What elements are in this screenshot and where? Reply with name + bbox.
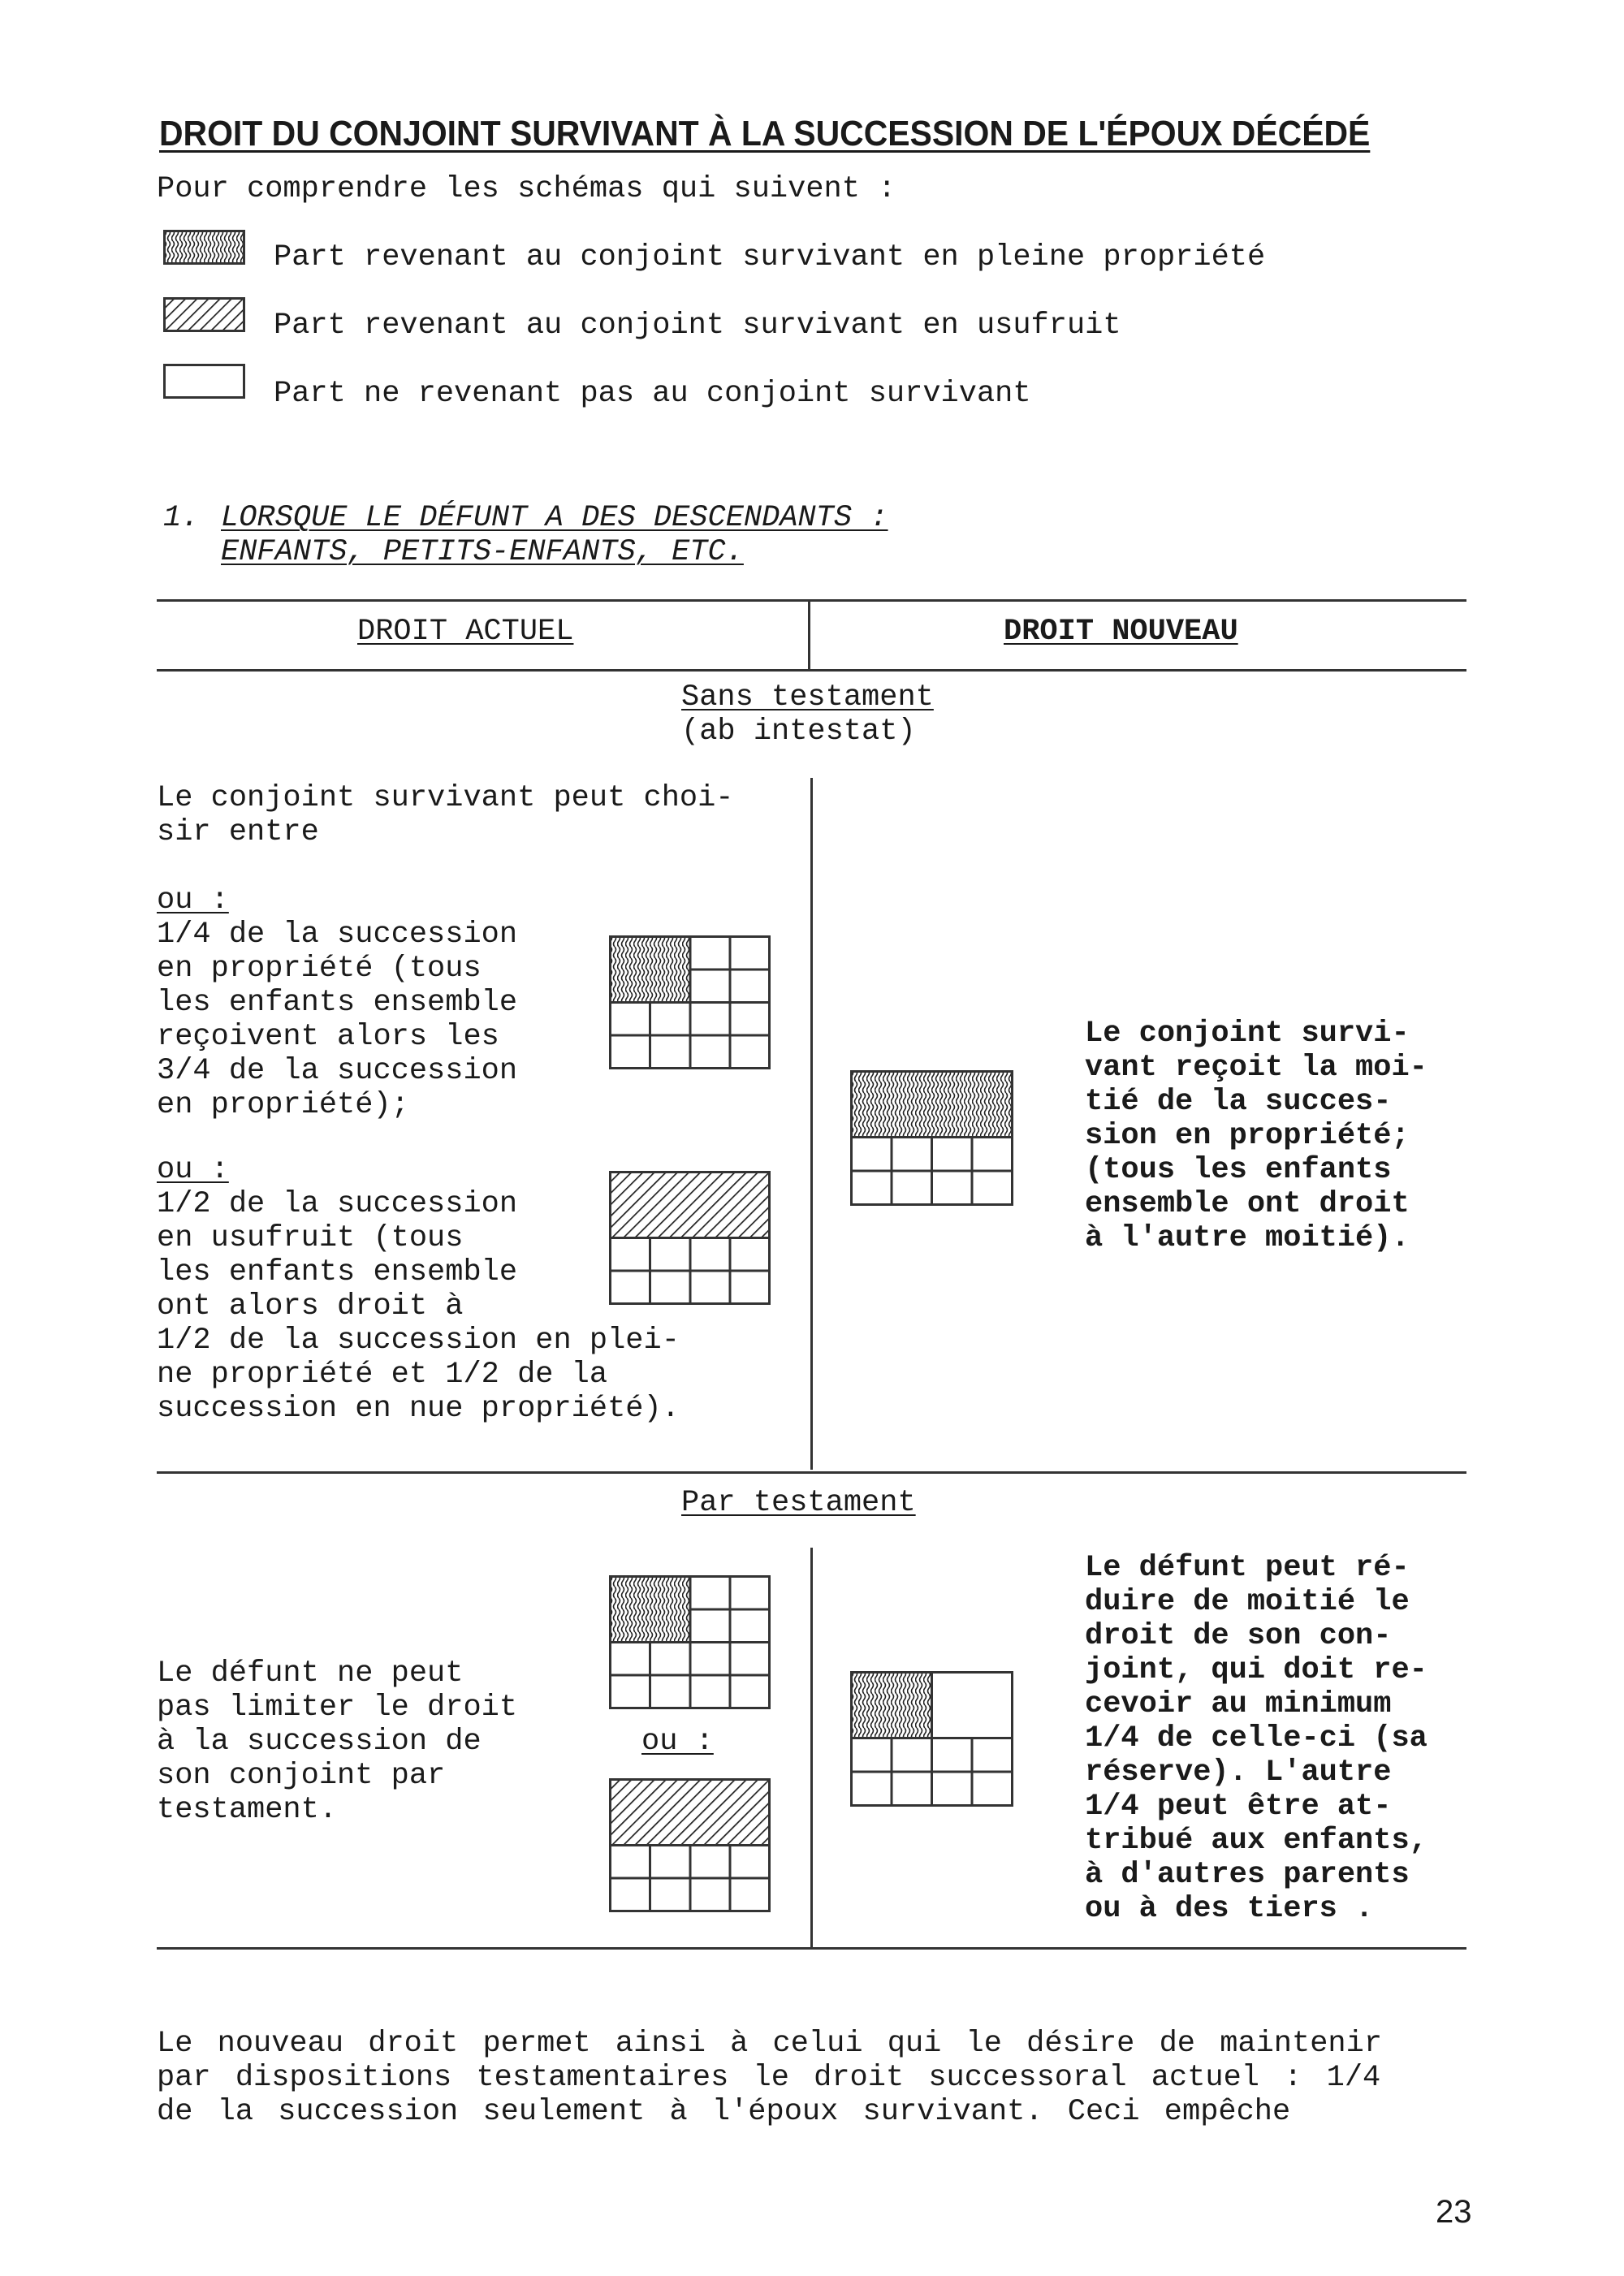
section-number: 1. [163, 501, 200, 535]
legend-hatched-swatch [163, 297, 248, 335]
row1-divider [810, 778, 813, 1470]
row2-left-ou: ou : [641, 1725, 714, 1759]
diagram-will-quarter-reserve-new [850, 1671, 1016, 1809]
row1-left-ou-second: ou : [157, 1153, 229, 1187]
diagram-will-quarter-ownership [609, 1575, 771, 1712]
row1-left-option-half-usufruct: 1/2 de la succession en usufruit (tous les enfants ensemble ont alors droit à [157, 1187, 518, 1324]
table-bottom-rule [157, 1947, 1466, 1950]
row2-divider [810, 1548, 813, 1947]
legend-label-full-ownership: Part revenant au conjoint survivant en pleine propriété [274, 240, 1266, 274]
page-title: DROIT DU CONJOINT SURVIVANT À LA SUCCESSION DE L'ÉPOUX DÉCÉDÉ [159, 114, 1371, 153]
row-subheading-ab-intestat: (ab intestat) [681, 715, 916, 749]
section-heading-line2: ENFANTS, PETITS-ENFANTS, ETC. [221, 535, 744, 569]
row1-left-intro: Le conjoint survivant peut choi- sir entre [157, 781, 734, 849]
legend-label-usufruct: Part revenant au conjoint survivant en usufruit [274, 309, 1121, 343]
legend-wavy-swatch [163, 230, 248, 267]
row1-right-text: Le conjoint survi- vant reçoit la moi- tié de la succes- sion en propriété; (tous les enfants ensemble ont droit à l'autre moitié). [1085, 1017, 1427, 1255]
diagram-quarter-ownership [609, 935, 771, 1072]
row2-left-text: Le défunt ne peut pas limiter le droit à la succession de son conjoint par testament. [157, 1656, 518, 1827]
row-heading-without-will: Sans testament [681, 680, 934, 715]
closing-paragraph: Le nouveau droit permet ainsi à celui qui le désire de maintenir par dispositions testamentaires le droit successoral actuel : 1/4 de la succession seulement à l'époux survivant. Ceci empêche [157, 2027, 1383, 2129]
header-divider [808, 599, 810, 669]
intro-text: Pour comprendre les schémas qui suivent : [157, 172, 896, 206]
column-header-new-law: DROIT NOUVEAU [1004, 615, 1238, 649]
section-heading-line1: LORSQUE LE DÉFUNT A DES DESCENDANTS : [221, 501, 888, 535]
row1-left-option-half-usufruct-cont: 1/2 de la succession en plei- ne propriété et 1/2 de la succession en nue propriété). [157, 1324, 680, 1426]
page-number: 23 [1436, 2194, 1472, 2230]
table-header-rule [157, 669, 1466, 672]
legend-empty-swatch [163, 364, 248, 401]
table-top-rule [157, 599, 1466, 602]
row2-right-text: Le défunt peut ré- duire de moitié le droit de son con- joint, qui doit re- cevoir au minimum 1/4 de celle-ci (sa réserve). L'autre 1/4 peut être at- tribué aux enfants, à d'autres parents ou à des tiers . [1085, 1551, 1427, 1926]
column-header-current-law: DROIT ACTUEL [357, 615, 574, 649]
diagram-will-half-usufruct [609, 1778, 771, 1915]
legend-label-none: Part ne revenant pas au conjoint survivant [274, 377, 1031, 411]
row1-left-ou-first: ou : [157, 883, 229, 918]
row-heading-with-will: Par testament [681, 1486, 916, 1520]
diagram-half-ownership-new [850, 1070, 1016, 1208]
diagram-half-usufruct [609, 1171, 771, 1307]
row1-left-option-quarter: 1/4 de la succession en propriété (tous les enfants ensemble reçoivent alors les 3/4 de la succession en propriété); [157, 918, 518, 1122]
row1-bottom-rule [157, 1471, 1466, 1474]
